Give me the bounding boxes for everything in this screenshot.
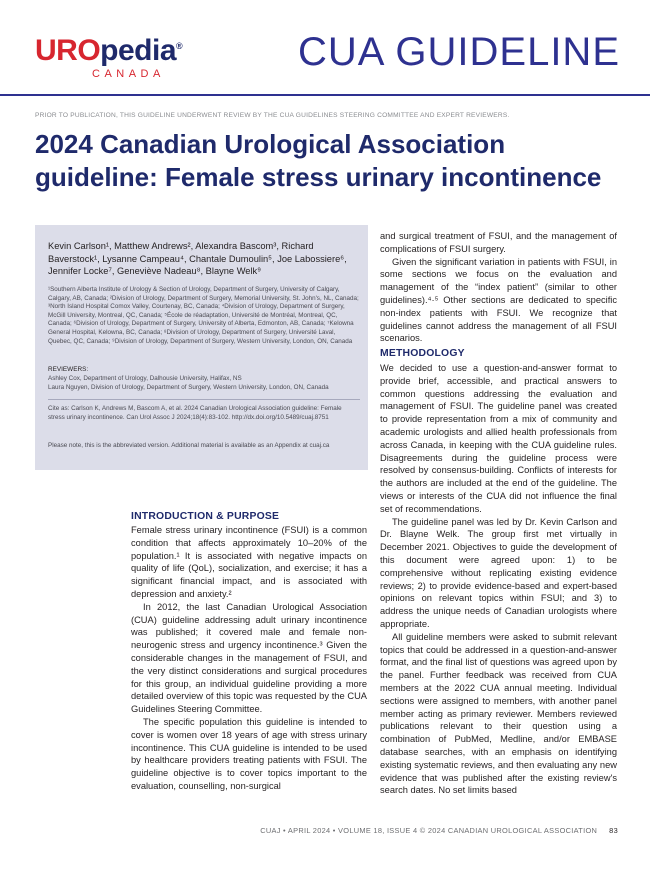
- logo-registered-mark: ®: [176, 41, 183, 51]
- index-patient-paragraph: Given the significant variation in patients with FSUI, in some sections we focus on the evaluation and management of the “index patient” (similar to other guidelines).⁴·⁵ Other sections are dedicated to specific non-index patients with FSUI. We recognize that guidelines cannot address the management of all FSUI scenarios.: [380, 256, 617, 344]
- intro-paragraph-3: The specific population this guideline is intended to cover is women over 18 years of age with stress urinary incontinence. This CUA guideline is intended to be used by healthcare providers treating patients with FSUI. The guideline objective is to cover topics important to the evaluation, counselling, non-surgical: [131, 716, 367, 791]
- intro-body: [131, 524, 367, 793]
- footer-journal-info: CUAJ • APRIL 2024 • VOLUME 18, ISSUE 4 © 2024 CANADIAN UROLOGICAL ASSOCIATION: [260, 826, 598, 835]
- methodology-heading: METHODOLOGY: [380, 348, 465, 359]
- abbreviated-version-note: Please note, this is the abbreviated version. Additional material is available as an Appendix at cuaj.ca: [48, 442, 330, 449]
- logo-wordmark: [35, 34, 205, 68]
- logo-uro-text: URO: [35, 34, 101, 67]
- uropedia-logo: [35, 34, 205, 84]
- methodology-body: [380, 362, 617, 797]
- intro-paragraph-2: In 2012, the last Canadian Urological Association (CUA) guideline addressing adult urinary incontinence was published; it covered male and female non-neurogenic stress and urgency incontinence.³ Given the considerable changes in the management of FSUI, and the very distinct considerations and surgical procedures for this group, an individual guideline providing a more detailed overview of this topic was requested by the CUA Guidelines Steering Committee.: [131, 601, 367, 715]
- reviewers-list: Ashley Cox, Department of Urology, Dalhousie University, Halifax, NS Laura Nguyen, Division of Urology, Department of Surgery, Western University, London, ON, Canada: [48, 375, 329, 391]
- logo-canada-text: CANADA: [92, 68, 165, 80]
- reviewers-heading: REVIEWERS:: [48, 366, 89, 373]
- continued-paragraph: and surgical treatment of FSUI, and the management of complications of FSUI surgery.: [380, 231, 617, 254]
- article-title: 2024 Canadian Urological Association guideline: Female stress urinary incontinence: [35, 129, 602, 192]
- intro-paragraph-1: Female stress urinary incontinence (FSUI) is a common condition that affects approximately 10–20% of the population.¹ It is associated with negative impacts on quality of life (QoL), socialization, and exercise; it has a significant financial impact, and is associated with depression and anxiety.²: [131, 525, 367, 599]
- right-column-intro: [380, 230, 617, 345]
- methodology-paragraph-3: All guideline members were asked to submit relevant topics that could be addressed in a question-and-answer format, and the final list of questions was agreed upon by the panel. Further feedback was received from CUA members at the 2022 CUA annual meeting. Individual sections were assigned to members, with another panel member acting as primary reviewer. Members reviewed publications relevant to their question using a combination of PubMed, Medline, and/or EMBASE database searches, with an emphasis on identifying existing systematic reviews, and then evaluating any new evidence that was published after the existing review's search dates. No set limits based: [380, 631, 617, 796]
- box-divider: [48, 399, 360, 400]
- page-number: 83: [609, 826, 618, 835]
- cua-guideline-heading: CUA GUIDELINE: [298, 30, 620, 74]
- methodology-paragraph-1: We decided to use a question-and-answer format to provide brief, accessible, and practical answers to common questions addressing the evaluation and management of FSUI. The guideline panel was created to provide representation from a mix of community and academic urologists and allied health professionals from across Canada, in keeping with the CUA guideline rules. Disagreements during the guideline process were resolved by consensus-building. Conflicts of interests for the authors are included at the end of the guideline. The views or interests of the CUA did not influence the final set of recommendations.: [380, 363, 617, 514]
- page-footer: [0, 826, 618, 835]
- methodology-paragraph-2: The guideline panel was led by Dr. Kevin Carlson and Dr. Blayne Welk. The group first met virtually in December 2021. Objectives to guide the development of this document were agreed upon: 1) to be comprehensive without replicating existing evidence reviews; 2) to provide evidence-based and expert-based opinions on relevant topics within FSUI; and 3) to address the unique needs of Canadian urologists where appropriate.: [380, 516, 617, 629]
- author-list: Kevin Carlson¹, Matthew Andrews², Alexandra Bascom³, Richard Baverstock¹, Lysanne Campeau⁴, Chantale Dumoulin⁵, Joe Labossiere⁶, Jennifer Locke⁷, Geneviève Nadeau⁸, Blayne Welk⁹: [48, 241, 347, 277]
- affiliations: ¹Southern Alberta Institute of Urology & Section of Urology, Department of Surgery, University of Calgary, Calgary, AB, Canada; ²Division of Urology, Department of Surgery, Memorial University, St. John's, NL, Canada; ³North Island Hospital Comox Valley, Courtenay, BC, Canada; ⁴Division of Urology, Department of Surgery, McGill University, Montreal, QC, Canada; ⁵École de réadaptation, Université de Montréal, Montreal, QC, Canada; ⁶Division of Urology, Department of Surgery, University of Alberta, Edmonton, AB, Canada; ⁷Kelowna General Hospital, Kelowna, BC, Canada; ⁸Division of Urology, Department of Surgery, Université Laval, Quebec, QC, Canada; ⁹Division of Urology, Department of Surgery, Western University, London, ON, Canada: [48, 286, 359, 345]
- intro-heading: INTRODUCTION & PURPOSE: [131, 511, 280, 522]
- citation: Cite as: Carlson K, Andrews M, Bascom A, et al. 2024 Canadian Urological Association guideline: Female stress urinary incontinence. Can Urol Assoc J 2024;18(4):83-102. http://dx.doi.org/10.5489/cuaj.8751: [48, 405, 342, 421]
- prior-publication-note: PRIOR TO PUBLICATION, THIS GUIDELINE UNDERWENT REVIEW BY THE CUA GUIDELINES STEERING COMMITTEE AND EXPERT REVIEWERS.: [35, 112, 510, 119]
- logo-pedia-text: pedia: [100, 34, 177, 67]
- header-divider: [0, 94, 650, 96]
